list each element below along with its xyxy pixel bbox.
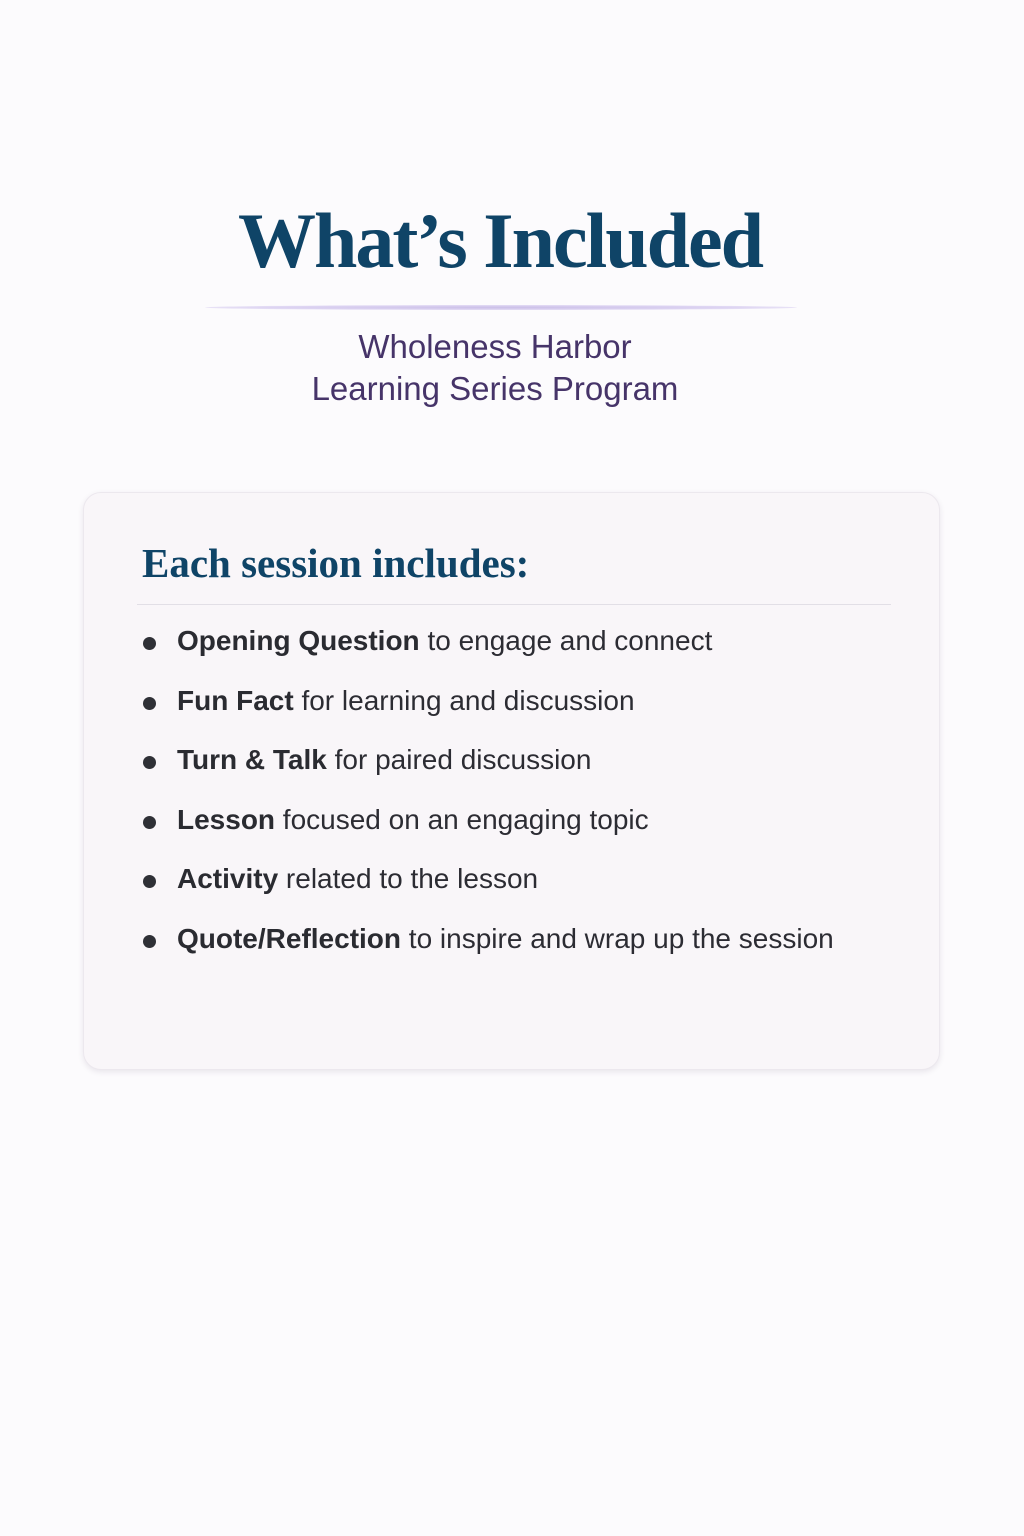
item-description: related to the lesson [278,863,539,894]
subtitle-line-2: Learning Series Program [311,370,679,407]
item-title: Fun Fact [177,684,294,716]
list-item [84,681,834,741]
item-description: to inspire and wrap up the session [401,922,834,954]
bullet-icon [143,756,156,769]
title-divider [205,305,797,310]
page-title: What’s Included [237,197,763,284]
card-heading: Each session includes: [142,540,530,586]
session-items-list [84,621,834,978]
item-description: to engage and connect [419,625,713,656]
bullet-icon [143,637,156,650]
subtitle-line-1: Wholeness Harbor [358,328,632,365]
bullet-icon [143,816,156,829]
item-title: Turn & Talk [177,744,327,775]
item-description: for learning and discussion [293,684,635,716]
bullet-icon [143,875,156,888]
list-item [84,919,834,979]
session-includes-card [83,492,940,1070]
bullet-icon [143,697,156,710]
bullet-icon [143,935,156,948]
list-item [84,740,834,800]
item-description: for paired discussion [326,744,592,775]
list-item [84,621,834,681]
list-item [84,859,834,919]
item-title: Opening Question [177,625,420,656]
program-subtitle [0,326,990,410]
item-title: Quote/Reflection [177,922,402,954]
card-divider [137,604,891,605]
list-item [84,800,834,860]
item-title: Lesson [177,803,276,835]
item-title: Activity [177,863,279,894]
item-description: focused on an engaging topic [275,803,649,835]
